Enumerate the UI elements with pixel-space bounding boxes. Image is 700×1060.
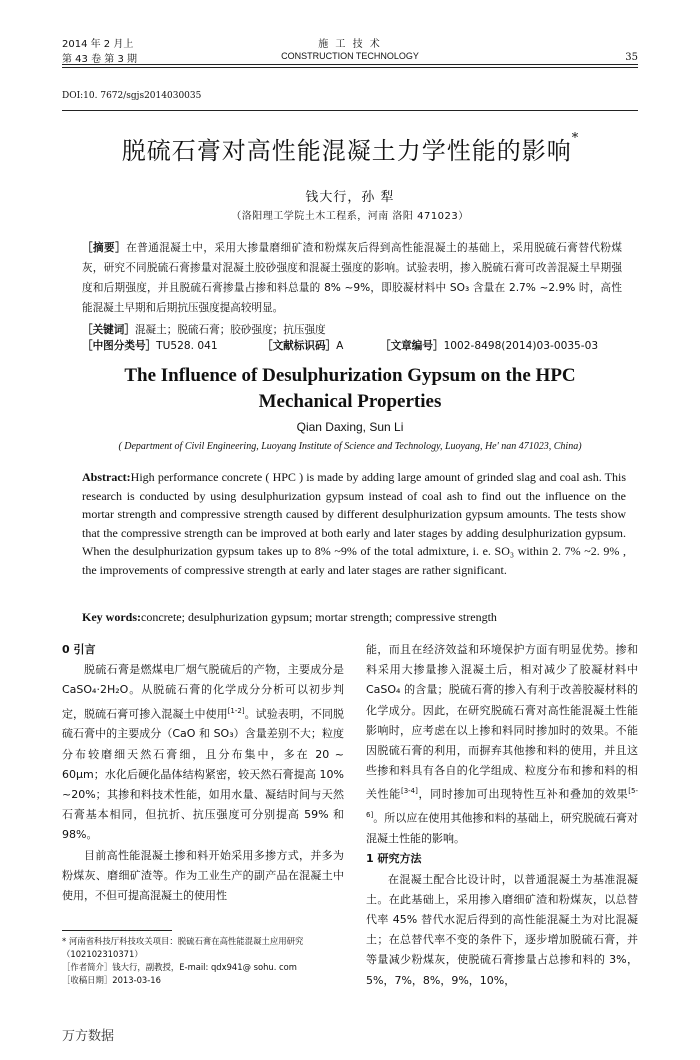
title-footnote-mark: * xyxy=(571,131,579,146)
journal-title-cn: 施 工 技 术 xyxy=(318,39,382,50)
article-number xyxy=(380,336,598,356)
right-p1-end: 。所以应在使用其他掺和料的基础上，研究脱硫石膏对混凝土性能的影响。 xyxy=(366,811,638,846)
ref-5-6: [5-6] xyxy=(366,787,639,820)
affiliation-cn: （洛阳理工学院土木工程系，河南 洛阳 471023） xyxy=(231,211,469,222)
issue-date: 2014 年 2 月上 xyxy=(62,39,134,50)
article-number-value: 1002-8498(2014)03-0035-03 xyxy=(443,340,599,352)
intro-paragraph-2: 目前高性能混凝土掺和料开始采用多掺方式，并多为粉煤灰、磨细矿渣等。作为工业生产的副产品在混凝土中使用，不但可提高混凝土的使用性 xyxy=(62,848,344,903)
title-cn: 脱硫石膏对高性能混凝土力学性能的影响 xyxy=(121,137,572,165)
keywords-en-label: Key words: xyxy=(82,610,141,624)
right-p1-cont: ，同时掺加可出现特性互补和叠加的效果 xyxy=(417,788,629,802)
footnotes xyxy=(62,935,352,987)
intro-p1-cont: 。试验表明，不同脱硫石膏中的主要成分（CaO 和 SO₃）含量差别不大；粒度分布较磨细天然石膏细，且分布集中，多在 20 ~ 60μm；水化后硬化晶体结构紧密，较天然石膏提高 10% ~20%；其掺和料技术性能，如用水量、凝结时间与天然石膏基本相同，但抗折、抗压强度可分别提高 59% 和 98%。 xyxy=(62,707,345,842)
header-rule-thin xyxy=(62,67,638,68)
title-cn-block xyxy=(0,131,700,166)
received-note xyxy=(62,974,352,987)
right-paragraph-1 xyxy=(366,640,638,849)
methods-paragraph-1: 在混凝土配合比设计时，以普通混凝土为基准混凝土。在此基础上，采用掺入磨细矿渣和粉煤灰，以总替代率 45% 替代水泥后得到的高性能混凝土为对比混凝土；在总替代率不变的条件下，逐步增加脱硫石膏，并等量减少粉煤灰，使脱硫石膏掺量占总掺和料的 3%，5%，7%，8%，9%，10%， xyxy=(366,872,638,987)
abstract-en xyxy=(82,468,626,579)
section-0-heading: 0 引言 xyxy=(62,643,96,656)
fund-note: * 河南省科技厅科技攻关项目：脱硫石膏在高性能混凝土应用研究（102102310371） xyxy=(62,936,304,959)
authors-en: Qian Daxing, Sun Li xyxy=(296,420,404,434)
affiliation-en: ( Department of Civil Engineering, Luoyang Institute of Science and Technology, Luoyang, He' nan 471023, China) xyxy=(118,441,582,452)
keywords-en xyxy=(82,608,626,627)
abstract-en-label: Abstract: xyxy=(82,470,131,484)
ref-3-4: [3-4] xyxy=(400,787,418,796)
intro-p1-text: 脱硫石膏是燃煤电厂烟气脱硫后的产物，主要成分是 CaSO₄·2H₂O。从脱硫石膏的化学成分分析可以初步判定，脱硫石膏可掺入混凝土中使用 xyxy=(62,663,344,721)
author-note-text: 钱大行，副教授，E-mail: qdx941@ sohu. com xyxy=(112,962,297,972)
keywords-en-text: concrete; desulphurization gypsum; mortar strength; compressive strength xyxy=(141,610,497,624)
right-column xyxy=(366,640,638,991)
title-en-line2: Mechanical Properties xyxy=(258,391,442,412)
received-label: ［收稿日期］ xyxy=(62,975,113,985)
authors-cn: 钱大行，孙 犁 xyxy=(305,190,395,205)
doc-code xyxy=(262,336,343,356)
page-number: 35 xyxy=(625,52,638,63)
doi-rule xyxy=(62,110,638,111)
keywords-cn-label: ［关键词］ xyxy=(82,324,135,336)
intro-paragraph-1 xyxy=(62,660,344,845)
footnote-rule xyxy=(62,930,172,931)
abstract-cn-text: 在普通混凝土中，采用大掺量磨细矿渣和粉煤灰后得到高性能混凝土的基础上，采用脱硫石膏替代粉煤灰，研究不同脱硫石膏掺量对混凝土胶砂强度和混凝土强度的影响。试验表明，掺入脱硫石膏可改善混凝土早期强度和后期强度，并且脱硫石膏掺量占掺和料总量的 8% ~9%，即胶凝材料中 SO₃ 含量在 2.7% ~2.9% 时，高性能混凝土早期和后期抗压强度提高较明显。 xyxy=(82,242,623,314)
clc-value: TU528. 041 xyxy=(156,340,218,352)
doc-code-value: A xyxy=(336,340,344,352)
watermark: 万方数据 xyxy=(62,1029,115,1044)
received-date: 2013-03-16 xyxy=(112,975,161,985)
doc-code-label: ［文献标识码］ xyxy=(262,340,337,352)
left-column xyxy=(62,640,344,906)
journal-title-en: CONSTRUCTION TECHNOLOGY xyxy=(281,51,419,61)
right-p1-text: 能，而且在经济效益和环境保护方面有明显优势。掺和料采用大掺量掺入混凝土后，相对减少了胶凝材料中 CaSO₄ 的含量；脱硫石膏的掺入有利于改善胶凝材料的化学成分。因此，在研究脱硫石膏对高性能混凝土性能影响时，应考虑在以上掺和料同时掺加时的效果。不能因脱硫石膏的利用，而摒弃其他掺和料的使用，并且这些掺和料具有各自的化学组成、粒度分布和掺和料的相关性能 xyxy=(366,643,638,802)
keywords-cn-text: 混凝土；脱硫石膏；胶砂强度；抗压强度 xyxy=(134,324,326,336)
clc-label: ［中图分类号］ xyxy=(82,340,157,352)
abstract-en-text: High performance concrete ( HPC ) is made by adding large amount of grinded slag and coal ash. This research is conducted by using desulphurization gypsum instead of coal ash to find out the influence on the mortar strength and compressive strength caused by different desulphurization gypsum amounts. The tests show that the compressive strength can be improved at both early and later stages by adding desulphurization gypsum. When the desulphurization gypsum takes up to 8% ~9% of the total admixture, i. e. SO₃ within 2. 7% ~2. 9% , the improvements of compressive strength at early and later stages are rather significant. xyxy=(82,470,626,577)
article-number-label: ［文章编号］ xyxy=(380,340,444,352)
issue-volume: 第 43 卷 第 3 期 xyxy=(62,54,137,65)
ref-1-2: [1-2] xyxy=(227,706,245,715)
title-en-line1: The Influence of Desulphurization Gypsum on the HPC xyxy=(124,365,576,386)
doi: DOI:10. 7672/sgjs2014030035 xyxy=(62,91,202,101)
section-1-heading: 1 研究方法 xyxy=(366,852,422,866)
author-note xyxy=(62,961,352,974)
clc xyxy=(82,336,218,356)
author-note-label: ［作者简介］ xyxy=(62,962,113,972)
abstract-cn-label: ［摘要］ xyxy=(82,242,127,254)
abstract-cn xyxy=(82,238,622,318)
header-rule xyxy=(62,64,638,65)
